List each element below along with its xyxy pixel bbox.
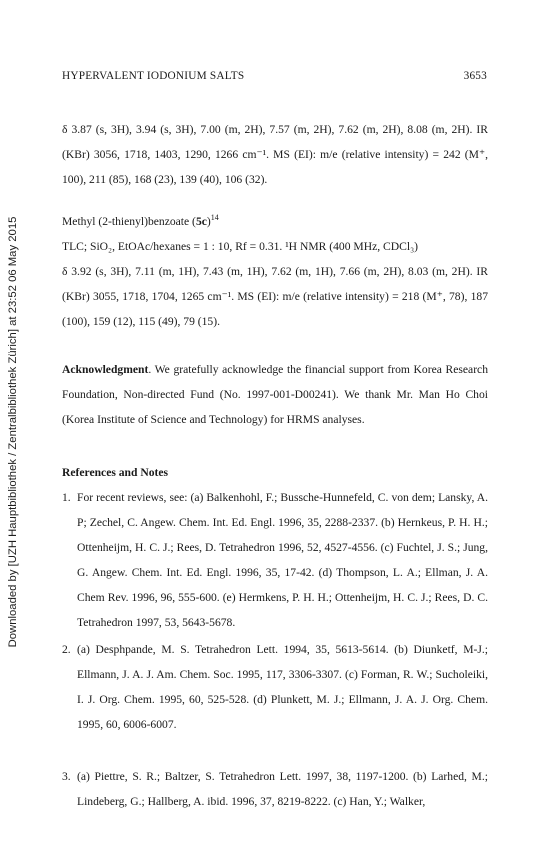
compound-id: 5c xyxy=(195,214,207,228)
reference-item xyxy=(62,764,488,814)
reference-number: 3. xyxy=(62,770,71,783)
compound-close: ) xyxy=(206,214,211,228)
compound-name: Methyl (2-thienyl)benzoate ( xyxy=(62,214,196,228)
page-number: 3653 xyxy=(463,70,487,82)
reference-number: 2. xyxy=(62,643,71,656)
spectral-data-text: δ 3.87 (s, 3H), 3.94 (s, 3H), 7.00 (m, 2H), 7.57 (m, 2H), 7.62 (m, 2H), 8.08 (m, 2H). IR (KBr) 3056, 1718, 1403, 1290, 1266 cm⁻¹. MS (EI): m/e (relative intensity) = 242 (M⁺, 100), 211 (85), 168 (23), 139 (40), 106 (32). xyxy=(62,123,488,186)
reference-text: For recent reviews, see: (a) Balkenhohl, F.; Bussche-Hunnefeld, C. von dem; Lansky, A. P; Zechel, C. Angew. Chem. Int. Ed. Engl. 1996, 35, 2288-2337. (b) Hernkeus, P. H. H.; Ottenheijm, H. C. J.; Rees, D. Tetrahedron 1996, 52, 4527-4556. (c) Fuchtel, J. S.; Jung, G. Angew. Chem. Int. Ed. Engl. 1996, 35, 17-42. (d) Thompson, L. A.; Ellman, J. A. Chem Rev. 1996, 96, 555-600. (e) Hermkens, P. H. H.; Ottenheijm, H. C. J.; Rees, D. C. Tetrahedron 1997, 53, 5643-5678. xyxy=(77,491,488,629)
tlc-line: TLC; SiO₂, EtOAc/hexanes = 1 : 10, Rf = 0.31. ¹H NMR (400 MHz, CDCl₃) xyxy=(62,239,419,253)
compound-ref: 14 xyxy=(210,213,219,222)
acknowledgment-section xyxy=(62,357,488,432)
references-heading xyxy=(62,460,488,485)
reference-item xyxy=(62,637,488,737)
reference-item xyxy=(62,485,488,635)
acknowledgment-text: . We gratefully acknowledge the financial support from Korea Research Foundation, Non-directed Fund (No. 1997-001-D00241). We thank Mr. Man Ho Choi (Korea Institute of Science and Technology) for HRMS analyses. xyxy=(62,363,488,426)
compound-title xyxy=(62,205,488,234)
running-title: HYPERVALENT IODONIUM SALTS xyxy=(62,70,245,82)
references-title: References and Notes xyxy=(62,466,169,479)
reference-text: (a) Piettre, S. R.; Baltzer, S. Tetrahedron Lett. 1997, 38, 1197-1200. (b) Larhed, M.; Lindeberg, G.; Hallberg, A. ibid. 1996, 37, 8219-8222. (c) Han, Y.; Walker, xyxy=(77,770,488,808)
reference-number: 1. xyxy=(62,491,71,504)
reference-text: (a) Desphpande, M. S. Tetrahedron Lett. 1994, 35, 5613-5614. (b) Diunketf, M-J.; Ellmann, J. A. J. Am. Chem. Soc. 1995, 117, 3306-3307. (c) Forman, R. W.; Sucholeiki, I. J. Org. Chem. 1995, 60, 525-528. (d) Plunkett, M. J.; Ellmann, J. A. J. Org. Chem. 1995, 60, 6006-6007. xyxy=(77,643,488,731)
acknowledgment-heading: Acknowledgment xyxy=(62,363,149,376)
download-notice: Downloaded by [UZH Hauptbibliothek / Zentralbibliothek Zürich] at 23:52 06 May 2015 xyxy=(7,216,19,648)
compound-entry xyxy=(62,205,488,334)
download-watermark xyxy=(0,0,26,864)
acknowledgment-paragraph xyxy=(62,357,488,432)
spectral-data-paragraph xyxy=(62,117,488,192)
compound-data: δ 3.92 (s, 3H), 7.11 (m, 1H), 7.43 (m, 1H), 7.62 (m, 1H), 7.66 (m, 2H), 8.03 (m, 2H). IR (KBr) 3055, 1718, 1704, 1265 cm⁻¹. MS (EI): m/e (relative intensity) = 218 (M⁺, 78), 187 (100), 159 (12), 115 (49), 79 (15). xyxy=(62,264,488,328)
running-header xyxy=(62,70,487,82)
